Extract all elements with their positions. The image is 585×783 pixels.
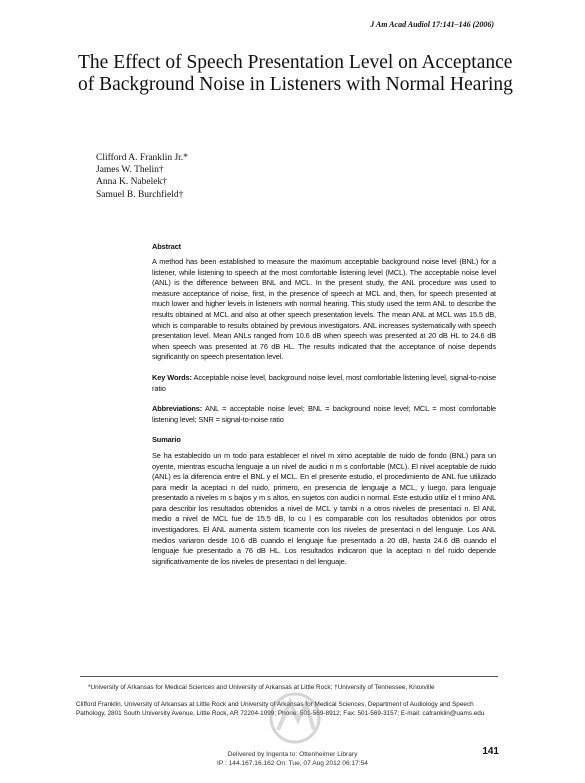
keywords-label: Key Words: xyxy=(152,372,192,382)
abstract-text: A method has been established to measure the maximum acceptable background noise level (BNL) for a listener, while listening to speech at the most comfortable listening level (MCL). The acceptable noise level (ANL) is the difference between BNL and MCL. In the present study, the ANL procedure was used to measure acceptance of noise, first, in the presence of speech at MCL and, then, for speech presented at much lower and higher levels in listeners with normal hearing. This study used the term ANL to describe the results obtained at MCL and also at other speech presentation levels. The mean ANL at MCL was 15.5 dB, which is comparable to results obtained by previous investigators. ANL increases systematically with speech presentation level. Mean ANLs ranged from 10.6 dB when speech was presented at 20 dB HL to 24.6 dB when speech was presented at 76 dB HL. The results indicated that the acceptance of noise depends significantly on speech presentation level. xyxy=(152,257,496,362)
keywords xyxy=(152,373,496,394)
sumario-text: Se ha establecido un m todo para establecer el nivel m ximo aceptable de ruido de fondo (BNL) para un oyente, mientras escucha lenguaje a un nivel de audici n m s confortable (MCL). El nivel aceptable de ruido (ANL) es la diferencia entre el BNL y el MCL. En el presente estudio, el procedimiento de ANL fue utilizado para medir la aceptaci n del ruido, primero, en presencia de lenguaje a MCL, y luego, para lenguaje presentado a niveles m s bajos y m s altos, en sujetos con audici n normal. Este estudio utiliz el t rmino ANL para describir los resultados obtenidos a nivel de MCL y tambi n a otros niveles de presentaci n. El ANL medio a nivel de MCL fue de 15.5 dB, lo cu l es comparable con los resultados obtenidos por otros investigadores. El ANL aumenta sistem ticamente con los niveles de presentaci n del lenguaje. Los ANL medios variaron desde 10.6 dB cuando el lenguaje fue presentado a 20 dB, hasta 24.6 dB cuando el lenguaje fue presentado a 76 dB HL. Los resultados indicaron que la aceptaci n del ruido depende significativamente de los niveles de presentaci n del lenguaje. xyxy=(152,450,496,566)
author-name: Clifford A. Franklin Jr.* xyxy=(96,153,188,163)
author-name: James W. Thelin† xyxy=(96,165,164,176)
author-name: Samuel B. Burchfield† xyxy=(96,189,184,200)
journal-reference: J Am Acad Audiol 17:141–146 (2006) xyxy=(370,20,494,29)
abstract-body xyxy=(152,257,496,567)
footnote-rule xyxy=(80,676,498,677)
page-number: 141 xyxy=(482,746,499,757)
author-name: Anna K. Nabelek† xyxy=(96,177,167,188)
author-list xyxy=(96,152,188,201)
affiliation-footnote: *University of Arkansas for Medical Sciences and University of Arkansas at Little Rock; †University of Tennessee, Knoxville xyxy=(88,684,435,691)
sumario-heading: Sumario xyxy=(152,435,181,445)
watermark-logo xyxy=(250,690,340,745)
article-title: The Effect of Speech Presentation Level on Acceptance of Background Noise in Listeners with Normal Hearing xyxy=(78,52,513,95)
correspondence-footnote: Clifford Franklin, University of Arkansas at Little Rock and University of Arkansas for Medical Sciences, Department of Audiology and Speech Pathology, 2801 South University Avenue, Little Rock, AR 72204-1099; Phone: 501-569-8912; Fax: 501-569-3157; E-mail: cafranklin@uams.edu xyxy=(76,701,485,717)
abbreviations xyxy=(152,404,496,425)
abstract-heading: Abstract xyxy=(152,242,182,251)
abbreviations-label: Abbreviations: xyxy=(152,404,203,414)
delivery-line: Delivered by Ingenta to: Ottenheimer Library xyxy=(227,751,358,758)
abbreviations-text: ANL = acceptable noise level; BNL = background noise level; MCL = most comfortable listening level; SNR = signal-to-noise ratio xyxy=(152,404,496,424)
delivery-ip-line: IP : 144.167.16.162 On: Tue, 07 Aug 2012 06:17:54 xyxy=(217,759,368,767)
keywords-text: Acceptable noise level, background noise level, most comfortable listening level, signal-to-noise ratio xyxy=(152,372,497,393)
